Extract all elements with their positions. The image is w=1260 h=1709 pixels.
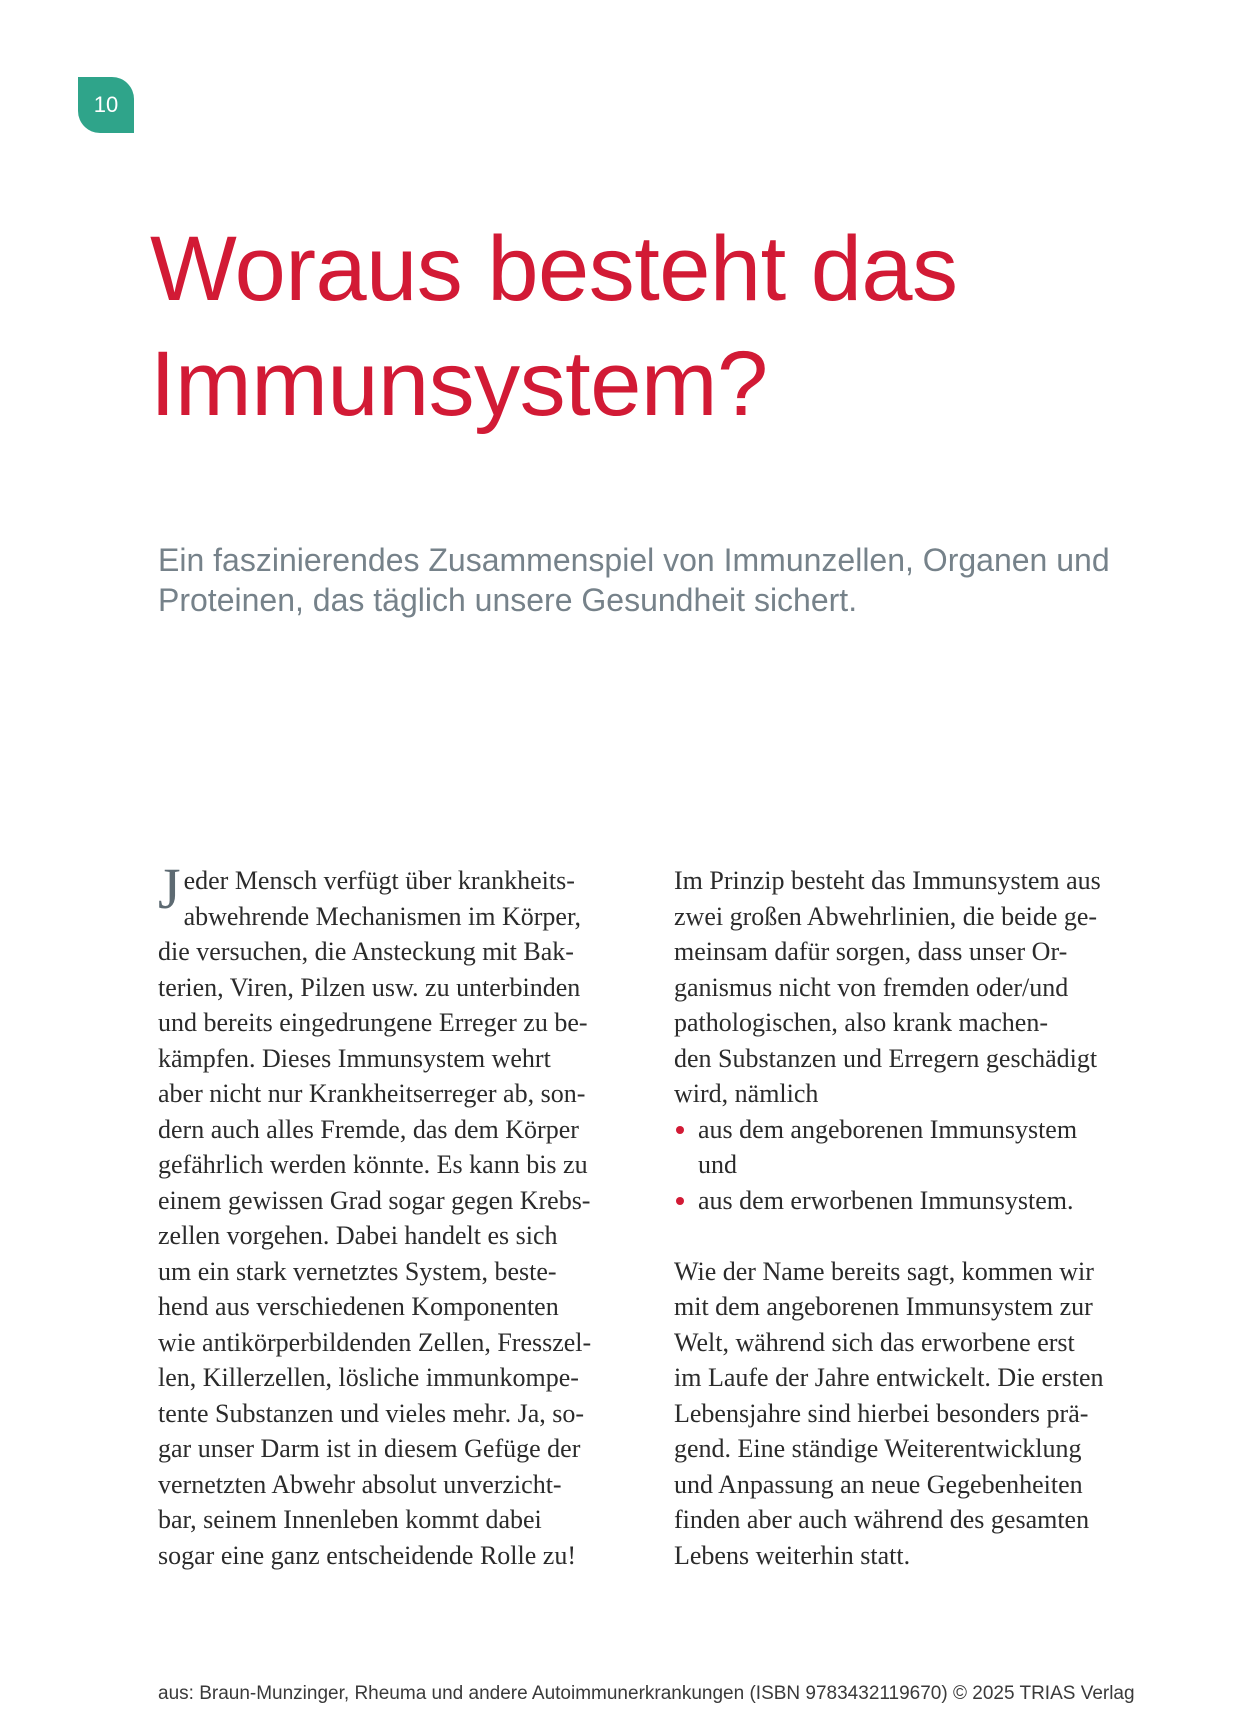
right-intro-paragraph (674, 863, 1156, 1112)
text-line: wird, nämlich (674, 1079, 819, 1108)
text-line: Welt, während sich das erworbene erst (674, 1327, 1075, 1357)
right-column (674, 863, 1156, 1573)
text-line: um ein stark vernetztes System, beste- (158, 1256, 557, 1286)
bullet-dot-icon (676, 1197, 684, 1205)
title-line-1: Woraus besteht das (150, 218, 958, 320)
text-line: gefährlich werden könnte. Es kann bis zu (158, 1150, 588, 1179)
text-line: und (698, 1150, 737, 1179)
text-line: finden aber auch während des gesamten (674, 1505, 1090, 1534)
text-line: einem gewissen Grad sogar gegen Krebs- (158, 1185, 591, 1215)
text-line: len, Killerzellen, lösliche immunkompe- (158, 1363, 579, 1392)
subtitle (158, 540, 1158, 620)
text-line: Lebensjahre sind hierbei besonders prä- (674, 1398, 1089, 1428)
paragraph-spacer (674, 1218, 1156, 1254)
text-line: zellen vorgehen. Dabei handelt es sich (158, 1221, 558, 1250)
source-footer: aus: Braun-Munzinger, Rheuma und andere Autoimmunerkrankungen (ISBN 9783432119670) © 2025 TRIAS Verlag (158, 1683, 1135, 1704)
text-line: ganismus nicht von fremden oder/und (674, 972, 1069, 1002)
text-line: abwehrende Mechanismen im Körper, (183, 901, 582, 931)
text-line: und bereits eingedrungene Erreger zu be- (158, 1008, 588, 1037)
text-line: pathologischen, also krank machen- (674, 1008, 1048, 1037)
drop-cap: J (158, 856, 181, 921)
subtitle-line-1: Ein faszinierendes Zusammenspiel von Immunzellen, Organen und (158, 542, 1110, 578)
bullet-dot-icon (676, 1126, 684, 1134)
text-line: den Substanzen und Erregern geschädigt (674, 1043, 1098, 1073)
text-line: bar, seinem Innenleben kommt dabei (158, 1505, 542, 1534)
title-line-2: Immunsystem? (150, 333, 768, 435)
text-line: aus dem angeborenen Immunsystem (698, 1114, 1078, 1144)
text-line: die versuchen, die Ansteckung mit Bak- (158, 937, 574, 966)
text-line: vernetzten Abwehr absolut unverzicht- (158, 1469, 562, 1499)
left-column (158, 856, 624, 1573)
text-line: terien, Viren, Pilzen usw. zu unterbinden (158, 972, 581, 1002)
text-line: aus dem erworbenen Immunsystem. (698, 1185, 1074, 1215)
text-line: eder Mensch verfügt über krankheits- (183, 866, 575, 895)
text-line: Lebens weiterhin statt. (674, 1540, 911, 1570)
text-line: zwei großen Abwehrlinien, die beide ge- (674, 901, 1098, 931)
text-line: und Anpassung an neue Gegebenheiten (674, 1469, 1083, 1499)
page-title (150, 212, 1170, 442)
text-line: dern auch alles Fremde, das dem Körper (158, 1114, 579, 1144)
text-line: sogar eine ganz entscheidende Rolle zu! (158, 1540, 576, 1570)
bullet-list (674, 1112, 1156, 1219)
text-line: kämpfen. Dieses Immunsystem wehrt (158, 1043, 551, 1073)
text-line: tente Substanzen und vieles mehr. Ja, so- (158, 1398, 585, 1428)
text-line: aber nicht nur Krankheitserreger ab, son- (158, 1079, 586, 1108)
list-item (674, 1112, 1156, 1183)
text-line: hend aus verschiedenen Komponenten (158, 1292, 559, 1321)
text-line: wie antikörperbildenden Zellen, Fresszel- (158, 1327, 592, 1357)
text-line: gend. Eine ständige Weiterentwicklung (674, 1434, 1082, 1463)
subtitle-line-2: Proteinen, das täglich unsere Gesundheit sichert. (158, 582, 858, 618)
right-second-paragraph (674, 1254, 1156, 1574)
text-line: mit dem angeborenen Immunsystem zur (674, 1292, 1093, 1321)
left-paragraph (158, 856, 624, 1573)
text-line: Im Prinzip besteht das Immunsystem aus (674, 866, 1101, 895)
text-line: Wie der Name bereits sagt, kommen wir (674, 1256, 1094, 1286)
text-line: meinsam dafür sorgen, dass unser Or- (674, 937, 1068, 966)
list-item (674, 1183, 1156, 1219)
text-line: im Laufe der Jahre entwickelt. Die ersten (674, 1363, 1104, 1392)
text-line: gar unser Darm ist in diesem Gefüge der (158, 1434, 581, 1463)
page-number: 10 (93, 92, 119, 117)
page-number-badge (78, 77, 134, 133)
